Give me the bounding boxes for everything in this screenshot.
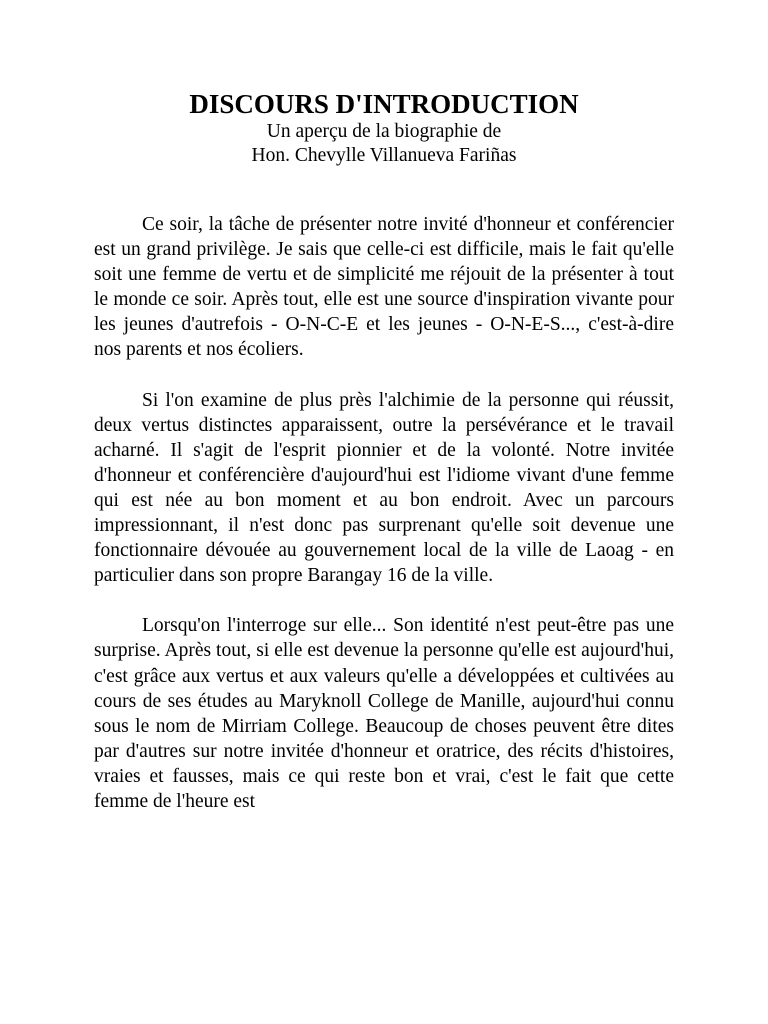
document-body [94,212,674,814]
document-page [94,88,674,839]
document-subtitle-line-1: Un aperçu de la biographie de [266,121,502,142]
paragraph-3: Lorsqu'on l'interroge sur elle... Son identité n'est peut-être pas une surprise. Après tout, si elle est devenue la personne qu'elle est aujourd'hui, c'est grâce aux vertus et aux valeurs qu'elle a développées et cultivées au cours de ses études au Maryknoll College de Manille, aujourd'hui connu sous le nom de Mirriam College. Beaucoup de choses peuvent être dites par d'autres sur notre invitée d'honneur et oratrice, des récits d'histoires, vraies et fausses, mais ce qui reste bon et vrai, c'est le fait que cette femme de l'heure est [94,615,674,812]
paragraph-2: Si l'on examine de plus près l'alchimie de la personne qui réussit, deux vertus distinctes apparaissent, outre la persévérance et le travail acharné. Il s'agit de l'esprit pionnier et de la volonté. Notre invitée d'honneur et conférencière d'aujourd'hui est l'idiome vivant d'une femme qui est née au bon moment et au bon endroit. Avec un parcours impressionnant, il n'est donc pas surprenant qu'elle soit devenue une fonctionnaire dévouée au gouvernement local de la ville de Laoag - en particulier dans son propre Barangay 16 de la ville. [94,389,674,587]
paragraph-1: Ce soir, la tâche de présenter notre invité d'honneur et conférencier est un grand privilège. Je sais que celle-ci est difficile, mais le fait qu'elle soit une femme de vertu et de simplicité me réjouit de la présenter à tout le monde ce soir. Après tout, elle est une source d'inspiration vivante pour les jeunes d'autrefois - O-N-C-E et les jeunes - O-N-E-S..., c'est-à-dire nos parents et nos écoliers. [94,214,674,361]
document-title: DISCOURS D'INTRODUCTION [189,89,579,119]
document-subtitle-line-2: Hon. Chevylle Villanueva Fariñas [251,145,517,166]
